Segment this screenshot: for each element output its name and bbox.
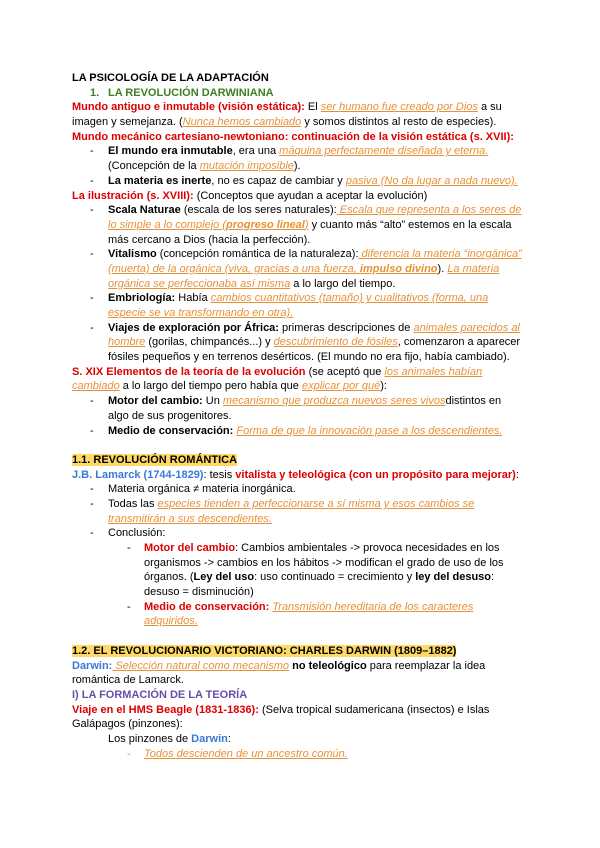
plain-text: órganos. ( [144, 571, 194, 584]
plain-text: , era una [232, 145, 280, 158]
bullet-dash: - [127, 747, 131, 760]
bullet-mundo-inmutable [0, 144, 600, 159]
bullet-scala-naturae-cont [0, 233, 600, 248]
highlighted-concept: especies tienden a perfeccionarse a sí misma y esos cambios se [157, 497, 475, 510]
highlighted-concept: diferencia la materia “inorgánica” [358, 248, 522, 261]
plain-text: : [227, 732, 231, 745]
bullet-dash: - [90, 292, 94, 305]
bullet-dash: - [127, 600, 131, 613]
plain-text: ). [437, 262, 448, 275]
highlighted-concept: los animales habían [384, 365, 483, 378]
red-heading-text: vitalista y teleológica (con un propósito para mejorar) [235, 468, 516, 481]
red-heading-text: Motor del cambio [144, 542, 236, 554]
plain-text: (Selva tropical sudamericana (insectos) e Islas [258, 703, 490, 716]
subbullet-medio-conservacion-cont [0, 614, 600, 629]
bullet-medio-conservacion [0, 424, 600, 439]
bullet-motor-cambio [0, 394, 600, 409]
plain-text: distintos en [445, 395, 502, 408]
highlighted-concept: lo simple a lo complejo ( [108, 218, 226, 231]
red-heading-text: Mundo antiguo e inmutable (visión estática): [72, 101, 305, 114]
highlighted-concept-bold: impulso divino [359, 262, 438, 275]
bold-term: Viajes de exploración por África: [108, 321, 279, 334]
highlighted-concept: orgánica se perfeccionaba así misma [108, 277, 291, 290]
red-heading-text: Medio de conservación: [144, 600, 270, 613]
bullet-viajes-africa [0, 321, 600, 336]
plain-text: a lo largo del tiempo pero había que [119, 380, 302, 393]
highlighted-concept: adquiridos. [144, 615, 198, 628]
plain-text: a lo largo del tiempo. [290, 277, 396, 290]
highlighted-concept: especie se va transformando en otra). [108, 307, 294, 319]
bold-term: Motor del cambio: [108, 395, 203, 408]
author-name: J.B. Lamarck (1744-1829) [72, 468, 204, 481]
highlighted-concept: Forma de que la innovación pase a los descendientes. [236, 424, 503, 437]
subbullet-medio-conservacion [0, 600, 600, 615]
bullet-dash: - [127, 542, 131, 554]
blank-line [0, 629, 600, 644]
highlighted-section-title: 1.1. REVOLUCIÓN ROMÁNTICA [72, 453, 238, 466]
red-heading-text: S. XIX Elementos de la teoría de la evolución [72, 365, 306, 378]
heading-sxix-cont [0, 379, 600, 394]
bullet-motor-cambio-cont [0, 409, 600, 424]
bold-term: Scala Naturae [108, 204, 181, 217]
bold-term: Embriología: [108, 292, 176, 305]
paragraph-darwin-cont [0, 673, 600, 688]
bullet-dash: - [90, 204, 94, 217]
bullet-dash: - [90, 483, 94, 496]
highlighted-concept: hombre [108, 336, 146, 349]
highlighted-concept: mutación imposible [199, 160, 294, 173]
plain-text: fósiles pequeños y en terrenos desérticos. (El mundo no era fijo, había cambiado). [108, 351, 510, 364]
plain-text: (Concepción de la [108, 160, 200, 173]
bullet-dash: - [90, 174, 94, 187]
highlighted-section-title: 1.2. EL REVOLUCIONARIO VICTORIANO: CHARLES DARWIN (1809–1882) [72, 644, 457, 657]
red-heading-text: La ilustración (s. XVIII): [72, 189, 194, 202]
plain-text: : Cambios ambientales -> provoca necesidades en los [235, 542, 500, 554]
red-heading-text: Mundo mecánico cartesiano-newtoniano: continuación de la visión estática (s. XVII): [72, 130, 514, 143]
paragraph-mundo-antiguo-cont [0, 115, 600, 130]
plain-text: : uso continuado = crecimiento y [254, 571, 416, 584]
bullet-materia-inerte [0, 174, 600, 189]
highlighted-concept: La materia [447, 262, 500, 275]
bold-term: Vitalismo [108, 248, 157, 261]
bullet-mundo-inmutable-cont [0, 159, 600, 174]
bullet-scala-naturae [0, 203, 600, 218]
subbullet-motor-cambio [0, 541, 600, 556]
plain-text: : [491, 571, 495, 584]
highlighted-concept: descubrimiento de fósiles [273, 336, 398, 349]
plain-text: primeras descripciones de [278, 321, 414, 334]
highlighted-concept-bold: progreso lineal [226, 218, 305, 231]
section-title: LA REVOLUCIÓN DARWINIANA [108, 86, 274, 99]
plain-text: : tesis [203, 468, 236, 481]
highlighted-concept: Selección natural como mecanismo [112, 659, 290, 672]
highlighted-concept: Nunca hemos cambiado [182, 116, 302, 129]
document-title [0, 71, 600, 86]
red-heading-text: Viaje en el HMS Beagle (1831-1836): [72, 703, 259, 716]
highlighted-concept: pasiva (No da lugar a nada nuevo). [345, 174, 518, 187]
subbullet-motor-cambio-cont [0, 570, 600, 585]
bold-term: no teleológico [292, 659, 367, 672]
subbullet-motor-cambio-cont [0, 585, 600, 600]
plain-text: a su [477, 101, 502, 114]
blank-line [0, 438, 600, 453]
bold-term: ley del desuso [415, 571, 491, 584]
plain-text: algo de sus progenitores. [108, 409, 232, 422]
section-heading-1-2 [0, 644, 600, 659]
author-name: Darwin [191, 732, 228, 745]
plain-text: Los pinzones de [108, 732, 192, 745]
bullet-embriologia [0, 291, 600, 306]
bullet-materia-organica [0, 482, 600, 497]
section-number: 1. [90, 86, 100, 99]
plain-text: imagen y semejanza. ( [72, 116, 183, 129]
plain-text: organismos -> cambios en los hábitos -> modifican el grado de uso de los [144, 556, 504, 569]
bold-term: Medio de conservación: [108, 424, 234, 437]
paragraph-beagle [0, 703, 600, 718]
subbullet-ancestro-comun [0, 747, 600, 762]
bullet-vitalismo-cont [0, 277, 600, 292]
subsection-title: I) LA FORMACIÓN DE LA TEORÍA [72, 688, 248, 701]
paragraph-beagle-cont [0, 717, 600, 732]
plain-text: Había [175, 292, 211, 305]
highlighted-concept: Transmisión hereditaria de los caracteres [272, 600, 474, 613]
plain-text: Un [202, 395, 223, 408]
highlighted-concept: explicar por qué [301, 380, 381, 393]
bullet-conclusion [0, 526, 600, 541]
paragraph-darwin [0, 659, 600, 674]
section-heading-1-1 [0, 453, 600, 468]
plain-text: ). [293, 160, 301, 173]
plain-text: , no es capaz de cambiar y [211, 174, 346, 187]
plain-text: y cuanto más “alto” estemos en la escala [308, 218, 512, 231]
plain-text: (concepción romántica de la naturaleza): [156, 248, 359, 261]
paragraph-pinzones [0, 732, 600, 747]
subbullet-motor-cambio-cont [0, 556, 600, 571]
plain-text: Todas las [108, 497, 158, 510]
bullet-viajes-africa-cont [0, 335, 600, 350]
heading-ilustracion [0, 189, 600, 204]
bullet-dash: - [90, 497, 94, 510]
highlighted-concept: transmitirán a sus descendientes. [108, 512, 272, 525]
plain-text: desuso = disminución) [144, 586, 254, 599]
bullet-vitalismo [0, 247, 600, 262]
highlighted-concept: cambiado [72, 380, 120, 393]
bullet-vitalismo-cont [0, 262, 600, 277]
highlighted-concept: ser humano fue creado por Dios [320, 101, 478, 114]
plain-text: Materia orgánica ≠ materia inorgánica. [108, 483, 296, 496]
heading-mundo-mecanico [0, 130, 600, 145]
bullet-todas-especies [0, 497, 600, 512]
bullet-todas-especies-cont [0, 512, 600, 527]
bullet-dash: - [90, 395, 94, 408]
bullet-embriologia-cont [0, 306, 600, 321]
plain-text: (Conceptos que ayudan a aceptar la evolución) [193, 189, 428, 202]
plain-text: (escala de los seres naturales): [180, 204, 337, 217]
highlighted-concept: Todos descienden de un ancestro común. [144, 747, 348, 760]
highlighted-concept: mecanismo que produzca nuevos seres vivos [222, 395, 446, 408]
plain-text: (se aceptó que [305, 365, 385, 378]
plain-text: más cercano a Dios (hacia la perfección). [108, 233, 311, 246]
plain-text: ): [380, 380, 387, 393]
paragraph-mundo-antiguo [0, 100, 600, 115]
plain-text: Conclusión: [108, 527, 166, 540]
plain-text: y somos distintos al resto de especies). [301, 116, 497, 129]
plain-text: El [304, 101, 321, 114]
highlighted-concept: ) [304, 218, 309, 231]
highlighted-concept: cambios cuantitativos (tamaño) y cualitativos (forma, una [210, 292, 489, 305]
paragraph-lamarck [0, 468, 600, 483]
bullet-dash: - [90, 145, 94, 158]
highlighted-concept: (muerta) de la orgánica (viva, gracias a una fuerza, [108, 262, 360, 275]
plain-text: Galápagos (pinzones): [72, 718, 183, 731]
plain-text: (gorilas, chimpancés...) y [145, 336, 274, 349]
highlighted-concept: Escala que representa a los seres de [336, 204, 522, 217]
bold-term: La materia es inerte [108, 174, 212, 187]
plain-text: , comenzaron a aparecer [397, 336, 521, 349]
bullet-dash: - [90, 527, 94, 540]
bullet-viajes-africa-cont [0, 350, 600, 365]
bullet-dash: - [90, 248, 94, 261]
bold-term: El mundo era inmutable [108, 145, 233, 158]
section-heading-1 [0, 86, 600, 101]
plain-text: romántica de Lamarck. [72, 674, 184, 687]
plain-text: : [515, 468, 519, 481]
highlighted-concept: máquina perfectamente diseñada y eterna. [279, 145, 489, 158]
subsection-heading-formacion [0, 688, 600, 703]
bullet-scala-naturae-cont [0, 218, 600, 233]
bold-term: Ley del uso [193, 571, 255, 584]
highlighted-concept: animales parecidos al [413, 321, 520, 334]
heading-sxix [0, 365, 600, 380]
bullet-dash: - [90, 424, 94, 437]
author-name: Darwin: [72, 659, 113, 672]
bullet-dash: - [90, 321, 94, 334]
plain-text: para reemplazar la idea [366, 659, 486, 672]
title-text: LA PSICOLOGÍA DE LA ADAPTACIÓN [72, 72, 269, 84]
